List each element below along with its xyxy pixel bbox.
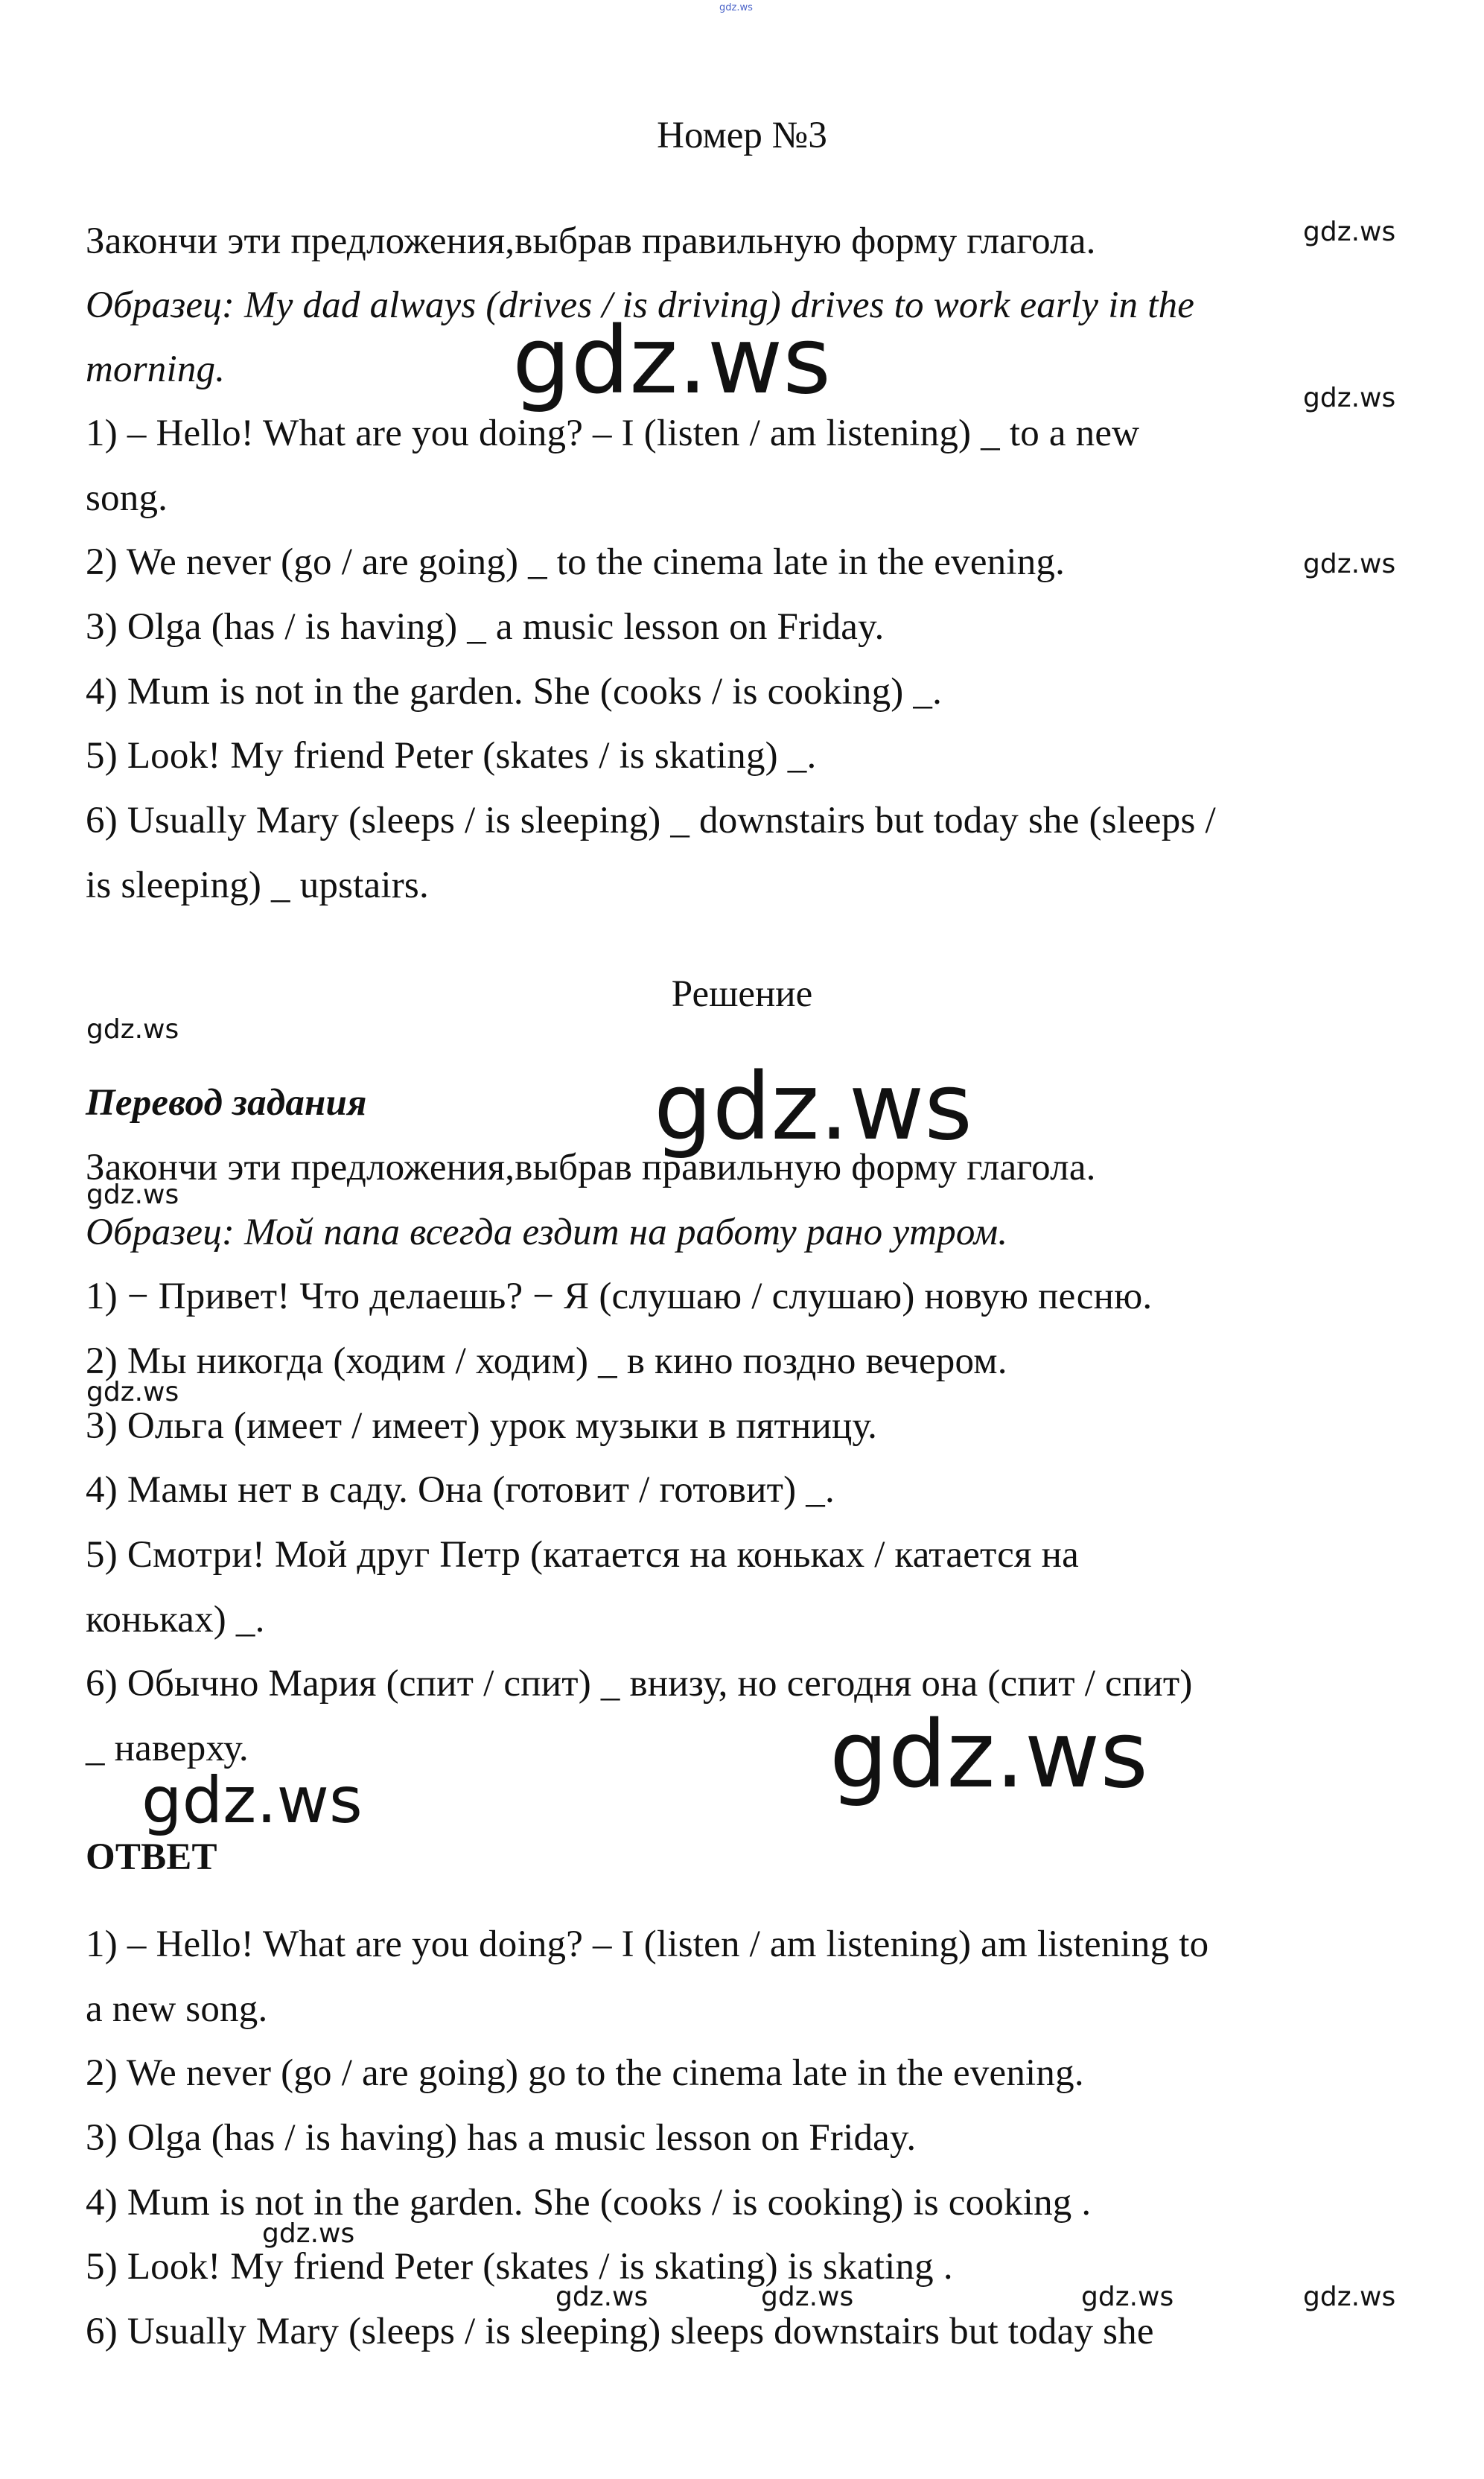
translation-line: 1) − Привет! Что делаешь? − Я (слушаю / слушаю) новую песню. <box>86 1276 1153 1317</box>
answer-line: 2) We never (go / are going) go to the cinema late in the evening. <box>86 2052 1084 2094</box>
translation-line: 3) Ольга (имеет / имеет) урок музыки в пятницу. <box>86 1405 878 1447</box>
answer-line: 1) – Hello! What are you doing? – I (listen / am listening) am listening to <box>86 1923 1209 1965</box>
watermark: gdz.ws <box>1081 2282 1174 2312</box>
task-line: 4) Mum is not in the garden. She (cooks / is cooking) _. <box>86 671 943 713</box>
header-watermark: gdz.ws <box>719 2 753 13</box>
watermark: gdz.ws <box>262 2218 355 2249</box>
task-example-line-2: morning. <box>86 349 226 390</box>
watermark: gdz.ws <box>86 1180 179 1210</box>
task-line: 6) Usually Mary (sleeps / is sleeping) _ downstairs but today she (sleeps / <box>86 800 1216 841</box>
task-example-line-1: Образец: My dad always (drives / is driving) drives to work early in the <box>86 284 1195 326</box>
watermark: gdz.ws <box>1303 549 1396 579</box>
task-line: 2) We never (go / are going) _ to the cinema late in the evening. <box>86 541 1066 583</box>
answer-line: a new song. <box>86 1988 268 2030</box>
answer-line: 3) Olga (has / is having) has a music lesson on Friday. <box>86 2117 917 2159</box>
translation-line: 2) Мы никогда (ходим / ходим) _ в кино поздно вечером. <box>86 1340 1007 1382</box>
translation-line: _ наверху. <box>86 1728 249 1769</box>
watermark-medium: gdz.ws <box>141 1763 363 1838</box>
answer-line: 4) Mum is not in the garden. She (cooks / is cooking) is cooking . <box>86 2182 1092 2224</box>
answer-line: 5) Look! My friend Peter (skates / is skating) is skating . <box>86 2246 953 2288</box>
translation-line: 4) Мамы нет в саду. Она (готовит / готовит) _. <box>86 1469 835 1511</box>
translation-line: коньках) _. <box>86 1599 265 1641</box>
answer-heading: ОТВЕТ <box>86 1836 217 1878</box>
task-line: 1) – Hello! What are you doing? – I (listen / am listening) _ to a new <box>86 413 1140 454</box>
task-line: is sleeping) _ upstairs. <box>86 865 429 906</box>
solution-heading: Решение <box>671 973 813 1015</box>
watermark-large: gdz.ws <box>829 1702 1148 1809</box>
task-instruction: Закончи эти предложения,выбрав правильную форму глагола. <box>86 220 1096 262</box>
task-line: song. <box>86 477 168 519</box>
watermark: gdz.ws <box>86 1014 179 1045</box>
page-title: Номер №3 <box>657 115 827 156</box>
task-line: 3) Olga (has / is having) _ a music lesson on Friday. <box>86 606 885 648</box>
watermark: gdz.ws <box>1303 2282 1396 2312</box>
translation-line: 6) Обычно Мария (спит / спит) _ внизу, но сегодня она (спит / спит) <box>86 1663 1193 1705</box>
translation-instruction: Закончи эти предложения,выбрав правильную форму глагола. <box>86 1147 1096 1188</box>
watermark: gdz.ws <box>761 2282 854 2312</box>
watermark: gdz.ws <box>555 2282 649 2312</box>
watermark-large: gdz.ws <box>654 1054 972 1161</box>
task-line: 5) Look! My friend Peter (skates / is skating) _. <box>86 735 817 777</box>
watermark: gdz.ws <box>86 1377 179 1407</box>
watermark: gdz.ws <box>1303 217 1396 247</box>
translation-heading: Перевод задания <box>86 1082 367 1124</box>
answer-line: 6) Usually Mary (sleeps / is sleeping) sleeps downstairs but today she <box>86 2311 1154 2352</box>
watermark: gdz.ws <box>1303 383 1396 413</box>
translation-example: Образец: Мой папа всегда ездит на работу рано утром. <box>86 1212 1008 1253</box>
translation-line: 5) Смотри! Мой друг Петр (катается на коньках / катается на <box>86 1534 1079 1576</box>
watermark-large: gdz.ws <box>512 308 831 415</box>
